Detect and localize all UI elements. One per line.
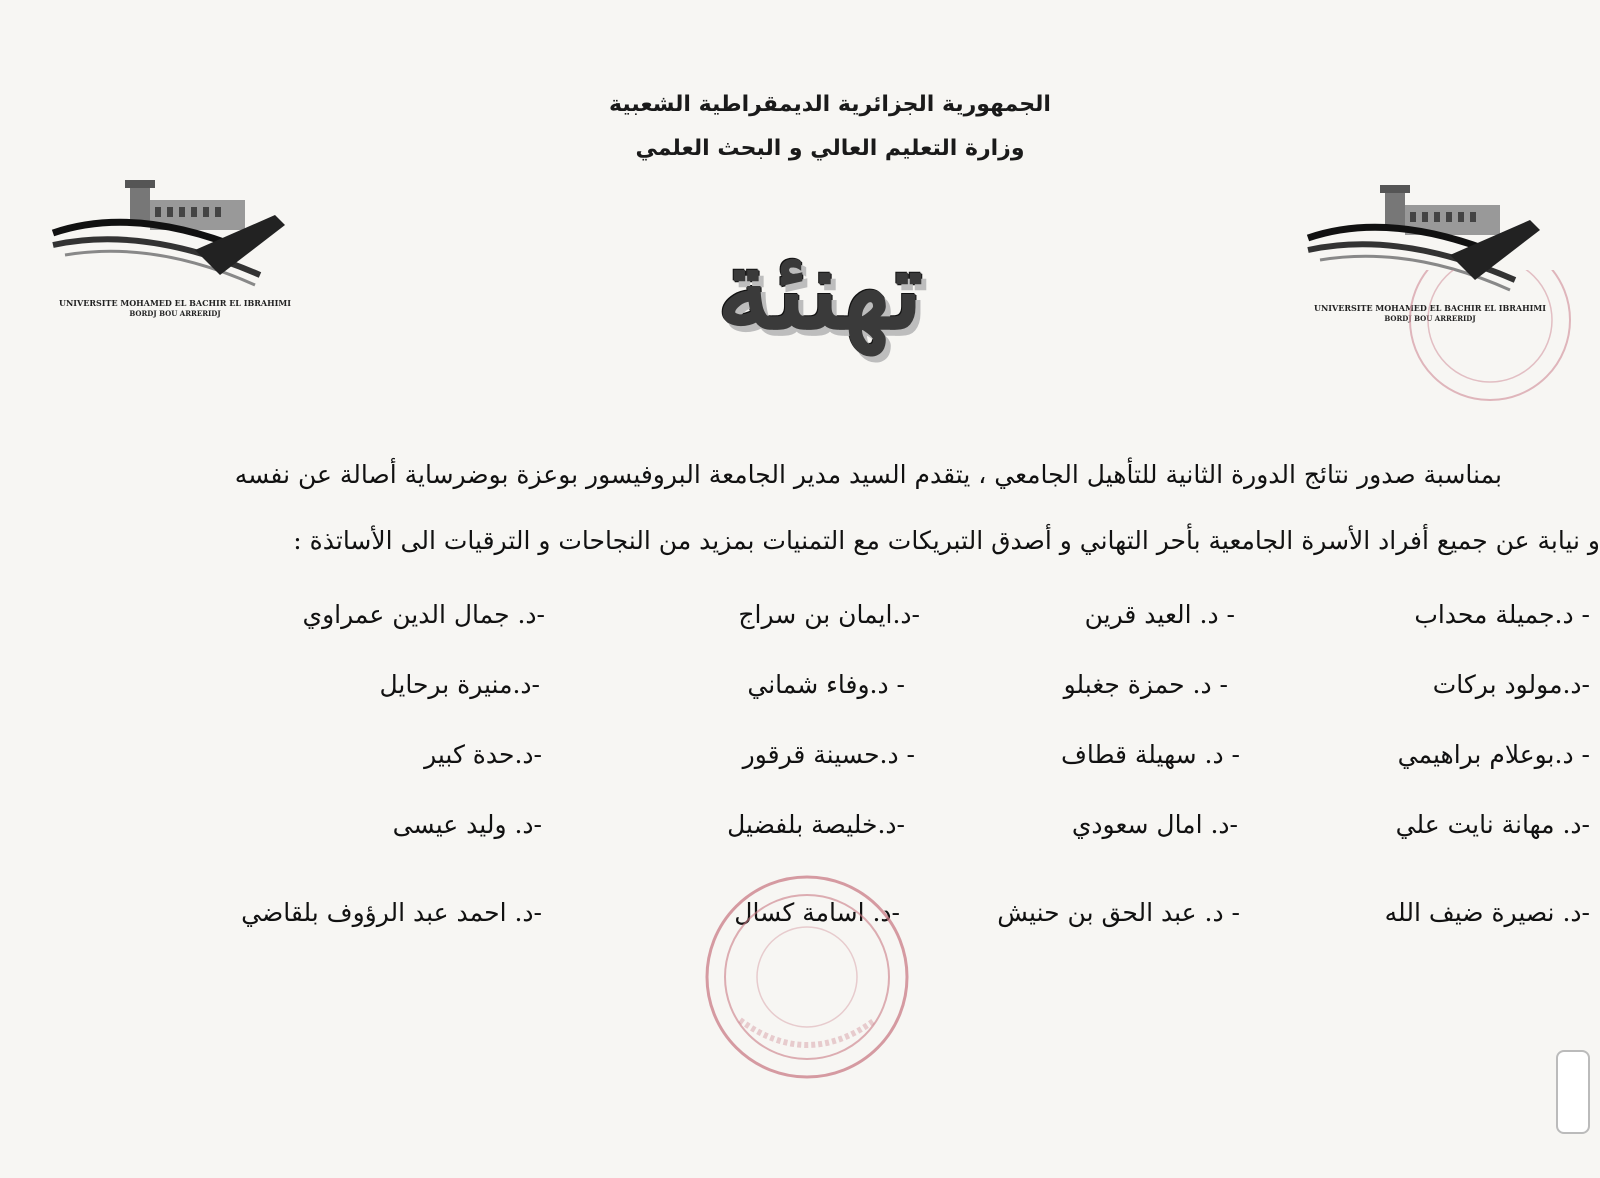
- name-item: - د. العيد قرين: [1084, 600, 1235, 629]
- name-item: -د. امال سعودي: [1071, 810, 1238, 839]
- page-title: تهنئة: [716, 225, 924, 354]
- logo-name-line2: BORDJ BOU ARRERIDJ: [1384, 314, 1476, 323]
- university-logo-left: [45, 155, 305, 318]
- svg-text:جامعة محمد البشير الإبراهيمي -: [45, 155, 51, 158]
- intro-paragraph-line1: بمناسبة صدور نتائج الدورة الثانية للتأهيل الجامعي ، يتقدم السيد مدير الجامعة البروفيسور بوعزة بوضرساية أصالة عن نفسه: [234, 460, 1502, 489]
- name-item: - د. سهيلة قطاف: [1060, 740, 1240, 769]
- header-ministry: وزارة التعليم العالي و البحث العلمي: [635, 136, 1025, 161]
- name-item: -د.منيرة برحايل: [379, 670, 540, 699]
- name-item: -د. وليد عيسى: [392, 810, 542, 839]
- name-item: -د.حدة كبير: [424, 740, 542, 769]
- logo-arc-text: [45, 155, 51, 158]
- logo-name-line2: BORDJ BOU ARRERIDJ: [129, 309, 221, 318]
- official-stamp-icon: [700, 870, 915, 1085]
- side-scroll-tab[interactable]: [1556, 1050, 1590, 1134]
- name-item: - د.حسينة قرقور: [742, 740, 915, 769]
- svg-text:جامعة محمد البشير الإبراهيمي -: [1300, 160, 1306, 163]
- name-item: -د. احمد عبد الرؤوف بلقاضي: [241, 898, 542, 927]
- name-item: - د.بوعلام براهيمي: [1397, 740, 1590, 769]
- name-item: - د.وفاء شماني: [747, 670, 905, 699]
- name-item: -د.ايمان بن سراج: [738, 600, 920, 629]
- name-item: - د.جميلة محداب: [1414, 600, 1590, 629]
- name-item: -د. نصيرة ضيف الله: [1384, 898, 1590, 927]
- intro-paragraph-line2: و نيابة عن جميع أفراد الأسرة الجامعية بأحر التهاني و أصدق التبريكات مع التمنيات بمزيد من النجاحات و الترقيات الى الأساتذة :: [293, 526, 1600, 555]
- name-item: -د. اسامة كسال: [734, 898, 900, 927]
- header-republic: الجمهورية الجزائرية الديمقراطية الشعبية: [609, 92, 1051, 117]
- logo-name-line1: UNIVERSITE MOHAMED EL BACHIR EL IBRAHIMI: [1314, 303, 1546, 313]
- logo-name-line1: UNIVERSITE MOHAMED EL BACHIR EL IBRAHIMI: [59, 298, 291, 308]
- name-item: -د.خليصة بلفضيل: [727, 810, 905, 839]
- name-item: - د. حمزة جغبلو: [1063, 670, 1228, 699]
- official-stamp-icon: [1395, 270, 1575, 410]
- name-item: -د. مهانة نايت علي: [1395, 810, 1590, 839]
- university-logo-icon: [45, 155, 305, 295]
- name-item: - د. عبد الحق بن حنيش: [997, 898, 1240, 927]
- name-item: -د. جمال الدين عمراوي: [302, 600, 545, 629]
- name-item: -د.مولود بركات: [1432, 670, 1590, 699]
- logo-arc-text: [1300, 160, 1306, 163]
